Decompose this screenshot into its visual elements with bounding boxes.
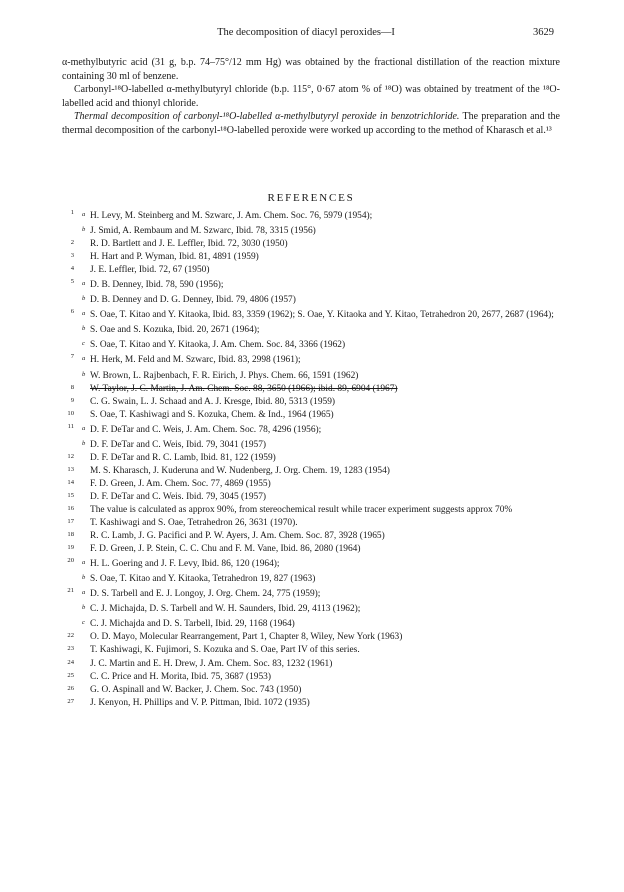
reference-entry xyxy=(62,352,560,367)
reference-text: H. Hart and P. Wyman, Ibid. 81, 4891 (1959) xyxy=(90,252,259,263)
reference-sub-letter: a xyxy=(82,589,86,597)
reference-sub-letter: c xyxy=(82,340,85,348)
reference-entry xyxy=(62,337,560,352)
reference-number: 24 xyxy=(67,658,74,666)
reference-number: 6 xyxy=(70,308,74,316)
reference-number: 8 xyxy=(70,383,74,391)
reference-number: 11 xyxy=(67,422,74,430)
reference-number: 19 xyxy=(67,544,74,552)
reference-number: 20 xyxy=(67,557,74,565)
reference-sub-letter: a xyxy=(82,280,86,288)
paragraph-3-text: The preparation and the thermal decomposition of the carbonyl-¹⁸O-labelled peroxide were worked up according to the method of Kharasch et al.¹³ xyxy=(62,111,560,136)
reference-number: 15 xyxy=(67,491,74,499)
reference-entry xyxy=(62,277,560,292)
reference-sub-letter: b xyxy=(82,226,86,234)
reference-entry xyxy=(62,616,560,631)
reference-text: J. C. Martin and E. H. Drew, J. Am. Chem. Soc. 83, 1232 (1961) xyxy=(90,658,333,669)
reference-entry xyxy=(62,543,560,556)
reference-text: D. F. DeTar and R. C. Lamb, Ibid. 81, 122 (1959) xyxy=(90,452,276,463)
reference-entry xyxy=(62,491,560,504)
paragraph-2: Carbonyl-¹⁸O-labelled α-methylbutyryl chloride (b.p. 115°, 0·67 atom % of ¹⁸O) was obtained by treatment of the ¹⁸O-labelled acid and thionyl chloride. xyxy=(62,84,560,109)
reference-entry xyxy=(62,631,560,644)
reference-number: 18 xyxy=(67,531,74,539)
reference-entry xyxy=(62,251,560,264)
reference-number: 21 xyxy=(67,587,74,595)
paragraph-3 xyxy=(62,110,560,137)
reference-text: T. Kashiwagi, K. Fujimori, S. Kozuka and S. Oae, Part IV of this series. xyxy=(90,645,360,656)
reference-entry xyxy=(62,208,560,223)
reference-text: H. Herk, M. Feld and M. Szwarc, Ibid. 83, 2998 (1961); xyxy=(90,355,301,366)
reference-number: 9 xyxy=(70,396,74,404)
reference-text: T. Kashiwagi and S. Oae, Tetrahedron 26, 3631 (1970). xyxy=(90,518,298,529)
reference-sub-letter: a xyxy=(82,310,86,318)
reference-number: 27 xyxy=(67,697,74,705)
reference-entry xyxy=(62,396,560,409)
reference-text: C. J. Michajda and D. S. Tarbell, Ibid. 29, 1168 (1964) xyxy=(90,619,295,630)
reference-entry xyxy=(62,452,560,465)
reference-text: D. S. Tarbell and E. J. Longoy, J. Org. Chem. 24, 775 (1959); xyxy=(90,589,321,600)
reference-sub-letter: a xyxy=(82,559,86,567)
reference-entry xyxy=(62,571,560,586)
reference-text: S. Oae, T. Kashiwagi and S. Kozuka, Chem. & Ind., 1964 (1965) xyxy=(90,409,334,420)
reference-text: O. D. Mayo, Molecular Rearrangement, Part 1, Chapter 8, Wiley, New York (1963) xyxy=(90,632,403,643)
reference-text: W. Taylor, J. C. Martin, J. Am. Chem. Soc. 88, 3650 (1966); ibid. 89, 6904 (1967) xyxy=(90,383,398,394)
page-number: 3629 xyxy=(533,27,554,38)
reference-sub-letter: a xyxy=(82,424,86,432)
reference-number: 26 xyxy=(67,684,74,692)
reference-text: C. G. Swain, L. J. Schaad and A. J. Kresge, Ibid. 80, 5313 (1959) xyxy=(90,396,336,407)
reference-number: 12 xyxy=(67,452,74,460)
reference-entry xyxy=(62,586,560,601)
reference-sub-letter: b xyxy=(82,604,86,612)
reference-text: D. F. DeTar and C. Weis, Ibid. 79, 3041 (1957) xyxy=(90,439,267,450)
reference-text: D. F. DeTar and C. Weis. Ibid. 79, 3045 (1957) xyxy=(90,491,267,502)
reference-text: J. Kenyon, H. Phillips and V. P. Pittman, Ibid. 1072 (1935) xyxy=(90,697,310,708)
body-text xyxy=(62,56,560,138)
reference-number: 5 xyxy=(70,278,74,286)
reference-sub-letter: b xyxy=(82,325,86,333)
reference-entry xyxy=(62,530,560,543)
reference-text: S. Oae, T. Kitao and Y. Kitaoka, J. Am. Chem. Soc. 84, 3366 (1962) xyxy=(90,340,346,351)
reference-text: D. B. Denney and D. G. Denney, Ibid. 79, 4806 (1957) xyxy=(90,295,296,306)
reference-number: 22 xyxy=(67,632,74,640)
reference-text: J. Smid, A. Rembaum and M. Szwarc, Ibid. 78, 3315 (1956) xyxy=(90,226,316,237)
reference-entry xyxy=(62,437,560,452)
reference-sub-letter: b xyxy=(82,295,86,303)
paragraph-1: α-methylbutyric acid (31 g, b.p. 74–75°/12 mm Hg) was obtained by the fractional distillation of the reaction mixture containing 30 ml of benzene. xyxy=(62,57,560,82)
reference-number: 10 xyxy=(67,409,74,417)
reference-entry xyxy=(62,368,560,383)
reference-number: 17 xyxy=(67,518,74,526)
reference-entry xyxy=(62,697,560,710)
running-title: The decomposition of diacyl peroxides—I xyxy=(217,27,395,38)
reference-number: 25 xyxy=(67,671,74,679)
reference-text: D. F. DeTar and C. Weis, J. Am. Chem. Soc. 78, 4296 (1956); xyxy=(90,424,322,435)
reference-sub-letter: a xyxy=(82,355,86,363)
reference-entry xyxy=(62,307,560,322)
reference-number: 7 xyxy=(70,353,74,361)
reference-sub-letter: b xyxy=(82,439,86,447)
reference-text: C. J. Michajda, D. S. Tarbell and W. H. Saunders, Ibid. 29, 4113 (1962); xyxy=(90,604,361,615)
reference-text: W. Brown, L. Rajbenbach, F. R. Eirich, J. Phys. Chem. 66, 1591 (1962) xyxy=(90,370,359,381)
reference-entry xyxy=(62,465,560,478)
reference-text: M. S. Kharasch, J. Kuderuna and W. Nudenberg, J. Org. Chem. 19, 1283 (1954) xyxy=(90,465,390,476)
reference-entry xyxy=(62,292,560,307)
reference-text: F. D. Green, J. P. Stein, C. C. Chu and F. M. Vane, Ibid. 86, 2080 (1964) xyxy=(90,544,361,555)
section-run-in-heading: Thermal decomposition of carbonyl-¹⁸O-labelled α-methylbutyryl peroxide in benzotrichloride. xyxy=(74,111,460,123)
reference-entry xyxy=(62,658,560,671)
reference-entry xyxy=(62,422,560,437)
reference-text: J. E. Leffler, Ibid. 72, 67 (1950) xyxy=(90,265,210,276)
reference-text: S. Oae and S. Kozuka, Ibid. 20, 2671 (1964); xyxy=(90,325,260,336)
reference-number: 4 xyxy=(70,265,74,273)
reference-text: R. D. Bartlett and J. E. Leffler, Ibid. 72, 3030 (1950) xyxy=(90,239,288,250)
reference-sub-letter: b xyxy=(82,370,86,378)
reference-entry xyxy=(62,478,560,491)
reference-number: 3 xyxy=(70,252,74,260)
reference-text: H. L. Goering and J. F. Levy, Ibid. 86, 120 (1964); xyxy=(90,559,280,570)
reference-sub-letter: b xyxy=(82,574,86,582)
reference-entry xyxy=(62,644,560,657)
reference-text: R. C. Lamb, J. G. Pacifici and P. W. Ayers, J. Am. Chem. Soc. 87, 3928 (1965) xyxy=(90,531,385,542)
running-header xyxy=(62,27,554,38)
reference-number: 1 xyxy=(70,209,74,216)
reference-entry xyxy=(62,223,560,238)
reference-entry xyxy=(62,409,560,422)
reference-entry xyxy=(62,684,560,697)
reference-sub-letter: c xyxy=(82,619,85,627)
reference-sub-letter: a xyxy=(82,211,86,218)
reference-entry xyxy=(62,238,560,251)
reference-number: 2 xyxy=(70,239,74,247)
reference-entry xyxy=(62,504,560,517)
reference-text: C. C. Price and H. Morita, Ibid. 75, 3687 (1953) xyxy=(90,671,271,682)
references-heading: REFERENCES xyxy=(267,192,355,204)
reference-text: G. O. Aspinall and W. Backer, J. Chem. Soc. 743 (1950) xyxy=(90,684,302,695)
reference-entry xyxy=(62,671,560,684)
reference-text: S. Oae, T. Kitao and Y. Kitaoka, Ibid. 83, 3359 (1962); S. Oae, Y. Kitaoka and Y. Kitao, Tetrahedron 20, 2677, 2687 (1964); xyxy=(90,310,554,321)
reference-entry xyxy=(62,383,560,396)
reference-text: F. D. Green, J. Am. Chem. Soc. 77, 4869 (1955) xyxy=(90,478,271,489)
reference-entry xyxy=(62,517,560,530)
reference-number: 14 xyxy=(67,478,74,486)
reference-number: 13 xyxy=(67,465,74,473)
reference-entry xyxy=(62,556,560,571)
reference-text: H. Levy, M. Steinberg and M. Szwarc, J. Am. Chem. Soc. 76, 5979 (1954); xyxy=(90,211,373,221)
reference-entry xyxy=(62,322,560,337)
reference-text: D. B. Denney, Ibid. 78, 590 (1956); xyxy=(90,280,224,291)
reference-text: The value is calculated as approx 90%, from stereochemical result while tracer experiment suggests approx 70% xyxy=(90,504,513,515)
reference-text: S. Oae, T. Kitao and Y. Kitaoka, Tetrahedron 19, 827 (1963) xyxy=(90,574,316,585)
reference-entry xyxy=(62,264,560,277)
reference-number: 16 xyxy=(67,504,74,512)
references-list xyxy=(62,208,560,710)
reference-number: 23 xyxy=(67,645,74,653)
reference-entry xyxy=(62,601,560,616)
